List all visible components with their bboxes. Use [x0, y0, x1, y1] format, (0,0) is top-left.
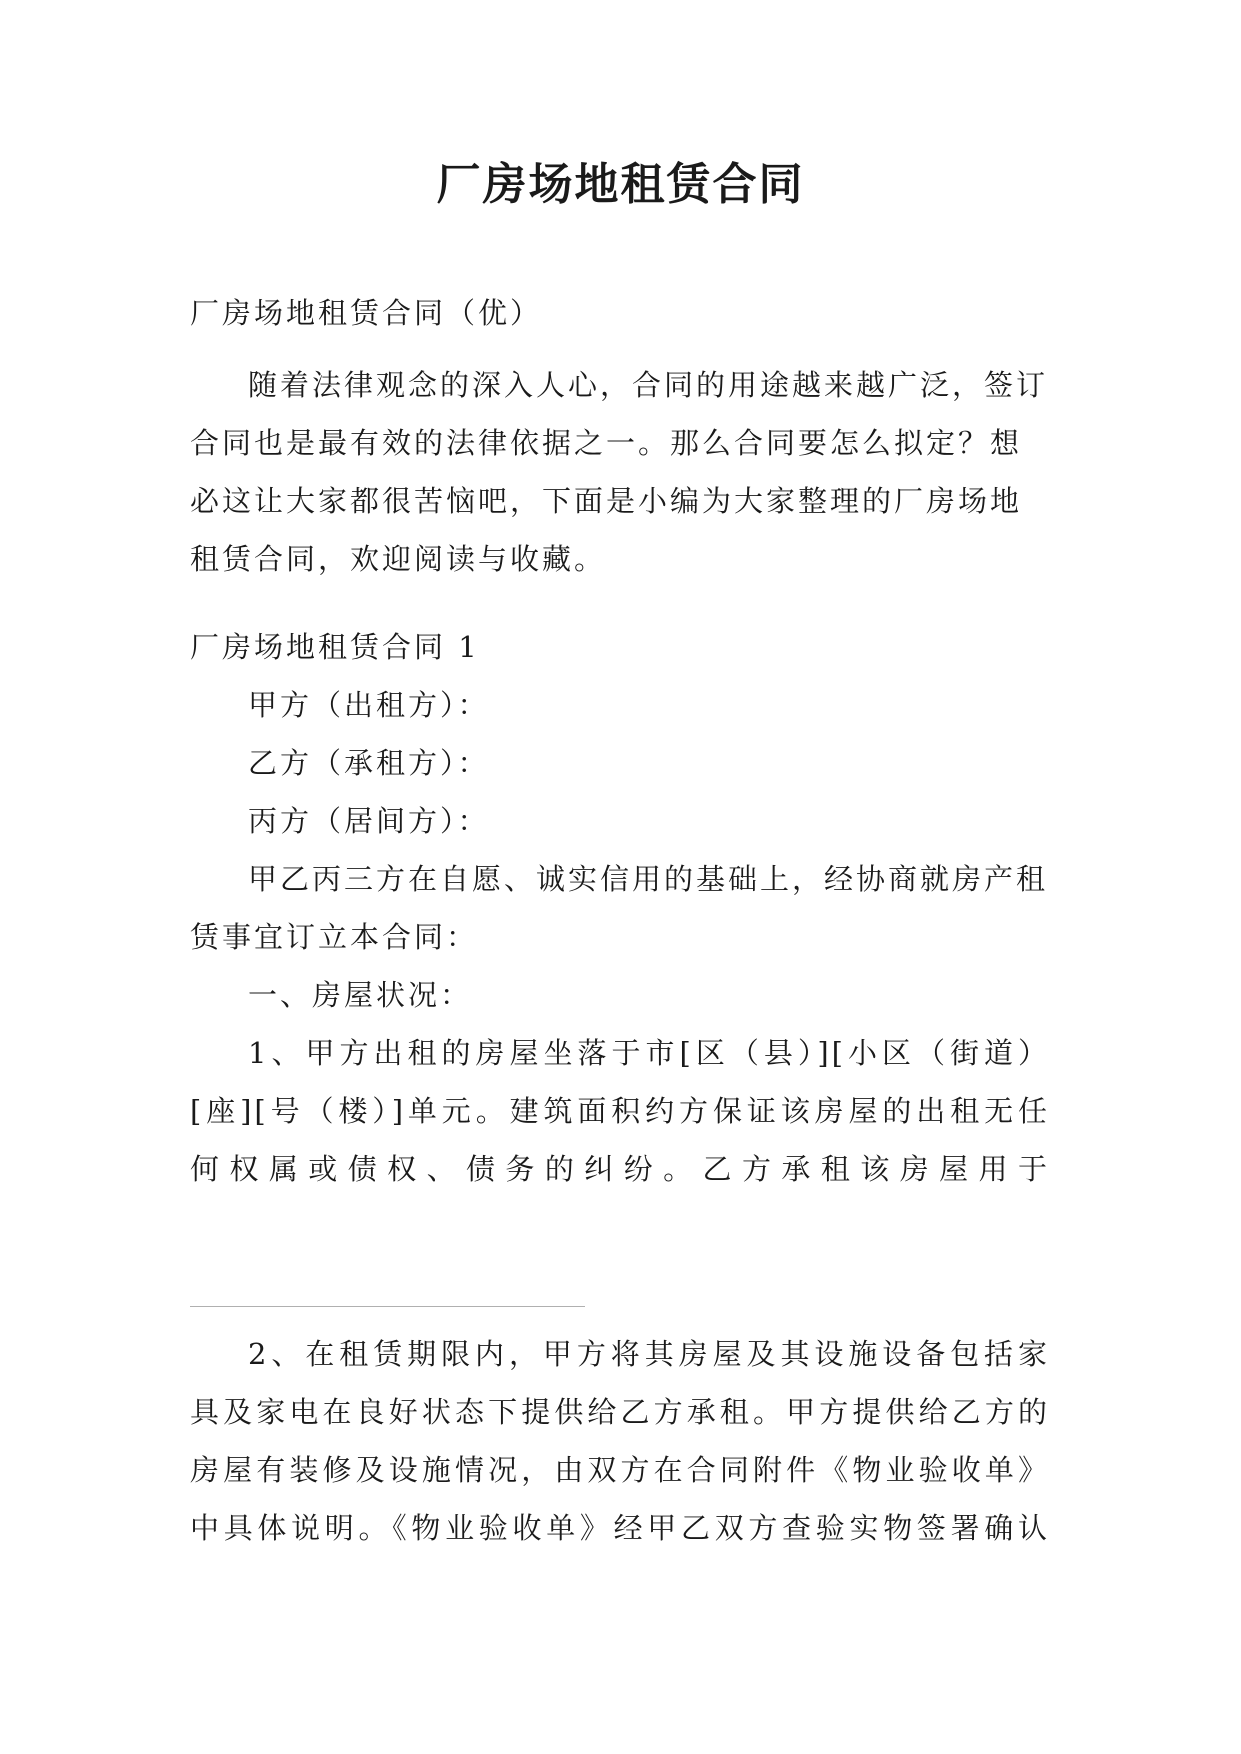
clause-2-block — [190, 1325, 1050, 1557]
intro-block — [190, 356, 1050, 588]
clause-1-line-3: 何权属或债权、债务的纠纷。乙方承租该房屋用于 — [190, 1152, 1050, 1186]
document-title: 厂房场地租赁合同 — [436, 159, 805, 210]
clause-1-line-1: 1、甲方出租的房屋坐落于市[区（县）][小区（街道） — [248, 1036, 1050, 1070]
section-divider — [190, 1306, 585, 1307]
clause-2-line-1: 2、在租赁期限内，甲方将其房屋及其设施设备包括家 — [248, 1337, 1050, 1371]
clause-2-line-4: 中具体说明。《物业验收单》经甲乙双方查验实物签署确认 — [190, 1511, 1050, 1545]
document-subtitle: 厂房场地租赁合同（优） — [190, 296, 543, 330]
contract-heading: 厂房场地租赁合同 1 — [190, 630, 480, 664]
preamble-paragraph: 甲乙丙三方在自愿、诚实信用的基础上，经协商就房产租赁事宜订立本合同： — [190, 862, 1049, 954]
party-a-line: 甲方（出租方）： — [248, 688, 490, 722]
section-1-heading: 一、房屋状况： — [248, 978, 473, 1012]
clause-2-line-3: 房屋有装修及设施情况，由双方在合同附件《物业验收单》 — [190, 1453, 1050, 1487]
contract-body — [190, 618, 1050, 1198]
clause-1-line-2: [座][号（楼）]单元。建筑面积约方保证该房屋的出租无任 — [190, 1094, 1050, 1128]
subtitle-block — [190, 284, 1050, 342]
party-c-line: 丙方（居间方）： — [248, 804, 490, 838]
party-b-line: 乙方（承租方）： — [248, 746, 490, 780]
clause-2-line-2: 具及家电在良好状态下提供给乙方承租。甲方提供给乙方的 — [190, 1395, 1050, 1429]
intro-paragraph: 随着法律观念的深入人心，合同的用途越来越广泛，签订合同也是最有效的法律依据之一。那么合同要怎么拟定？想必这让大家都很苦恼吧，下面是小编为大家整理的厂房场地租赁合同，欢迎阅读与收藏。 — [190, 368, 1049, 576]
